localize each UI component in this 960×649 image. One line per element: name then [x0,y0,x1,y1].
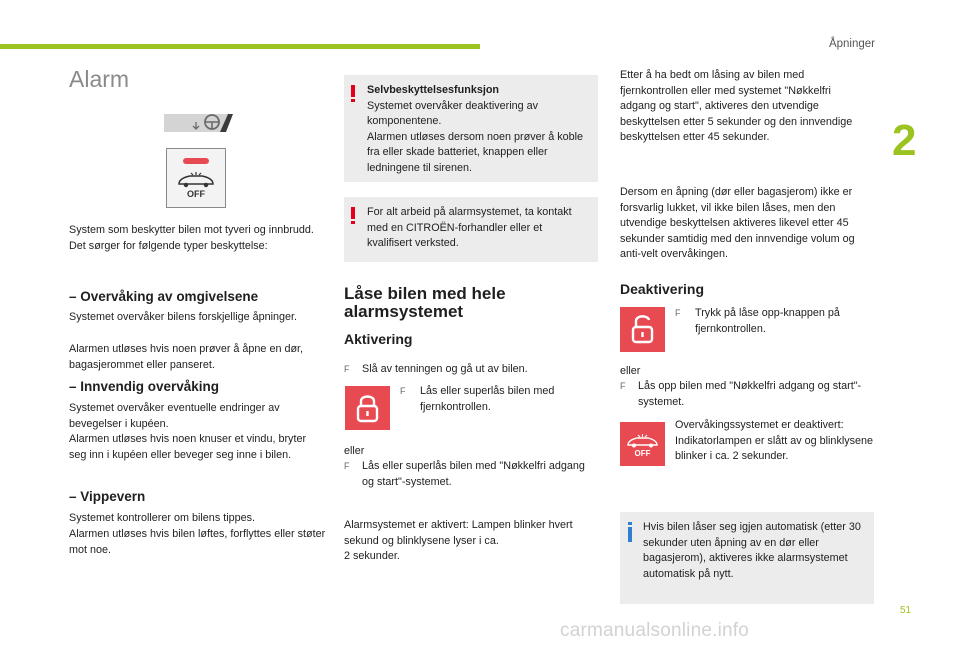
interior-heading: – Innvendig overvåking [69,379,220,394]
interior-text-1: Systemet overvåker eventuelle endringer av bevegelser i kupéen. [69,402,280,430]
watermark-text: carmanualsonline.info [560,620,750,641]
bullet-icon: F [675,308,681,318]
or-text: eller [344,445,365,457]
self-protection-warning [344,75,598,182]
indicator-lamp [183,158,209,164]
deactivation-heading: Deaktivering [620,281,705,297]
activation-step-1 [344,362,594,378]
off-label: OFF [634,449,651,458]
deactivation-step-1 [675,306,875,337]
header-accent-bar [0,44,480,49]
activation-step-3 [344,459,594,490]
bullet-icon: F [344,461,350,471]
off-label: OFF [187,189,205,199]
warning-exclamation-icon [351,207,355,224]
perimeter-text-1: Systemet overvåker bilens forskjellige åpninger. [69,311,298,323]
page-number: 51 [900,605,912,616]
deactivation-step-2-text: Lås opp bilen med "Nøkkelfri adgang og start"-systemet. [638,380,862,408]
activation-step-2 [400,384,595,415]
roof-console-illustration [160,108,235,138]
tilt-heading: – Vippevern [69,489,146,504]
perimeter-text-2: Alarmen utløses hvis noen prøver å åpne en dør, bagasjerommet eller panseret. [69,343,304,371]
activation-step-2-text: Lås eller superlås bilen med fjernkontrollen. [420,385,555,413]
chapter-number: 2 [892,116,917,165]
interior-text-2: Alarmen utløses hvis noen knuser et vindu, bryter seg inn i kupéen eller beveger seg inne i bilen. [69,433,307,461]
bullet-icon: F [400,386,406,396]
perimeter-heading: – Overvåking av omgivelsene [69,289,259,304]
bullet-icon: F [344,364,350,374]
lock-icon [345,386,390,430]
alarm-active-text: Alarmsystemet er aktivert: Lampen blinker hvert sekund og blinklysene lyser i ca. [344,519,573,547]
service-warning [344,197,598,262]
alarm-off-button-illustration [166,148,226,208]
alarm-active-duration: 2 sekunder. [344,550,400,562]
deactivation-step-1-text: Trykk på låse opp-knappen på fjernkontrollen. [695,307,840,335]
right-paragraph-2: Dersom en åpning (dør eller bagasjerom) ikke er forsvarlig lukket, vil ikke bilen låses, men den utvendige beskyttelsen aktiveres likevel etter 45 sekunder samtidig med den innvendige volum og anti-velt overvåkingen. [620,186,855,261]
unlock-icon [620,307,665,352]
warning-self-title: Selvbeskyttelsesfunksjon [367,84,500,96]
deactivated-text: Overvåkingssystemet er deaktivert: Indikatorlampen er slått av og blinklysene blinker i ca. 2 sekunder. [675,419,874,463]
activation-heading: Aktivering [344,331,413,347]
right-paragraph-1: Etter å ha bedt om låsing av bilen med fjernkontrollen eller med systemet "Nøkkelfri adgang og start", aktiveres den utvendige beskyttelsen etter 5 sekunder og den innvendige beskyttelsen etter 45 sekunder. [620,69,853,144]
roof-console-icon [160,108,235,138]
page-title: Alarm [69,66,130,92]
tilt-text-2: Alarmen utløses hvis bilen løftes, forflyttes eller støter mot noe. [69,528,326,556]
car-alarm-icon [625,433,660,449]
alarm-off-indicator-illustration [620,422,665,466]
car-alarm-icon [176,171,216,189]
info-box [620,512,874,604]
tilt-text-1: Systemet kontrollerer om bilens tippes. [69,512,256,524]
lock-section-heading: Låse bilen med hele alarmsystemet [344,284,506,321]
deactivation-step-2 [620,379,870,410]
info-icon [628,522,632,542]
activation-step-1-text: Slå av tenningen og gå ut av bilen. [362,363,528,375]
section-title: Åpninger [828,38,875,50]
warning-self-line1: Systemet overvåker deaktivering av komponentene. [367,99,539,128]
lock-button-illustration [345,386,390,430]
info-text: Hvis bilen låser seg igjen automatisk (etter 30 sekunder uten åpning av en dør eller bagasjerom), aktiveres ikke alarmsystemet automatisk på nytt. [643,521,861,580]
activation-step-3-text: Lås eller superlås bilen med "Nøkkelfri adgang og start"-systemet. [362,460,585,488]
warning-exclamation-icon [351,85,355,102]
bullet-icon: F [620,381,626,391]
or-text: eller [620,365,641,377]
unlock-button-illustration [620,307,665,352]
intro-text: System som beskytter bilen mot tyveri og innbrudd. Det sørger for følgende typer beskyttelse: [69,224,314,252]
warning-self-line2: Alarmen utløses dersom noen prøver å koble fra eller skade batteriet, knappen eller ledningene til sirenen. [367,130,584,174]
warning-service-text: For alt arbeid på alarmsystemet, ta kontakt med en CITROËN-forhandler eller et kvalifisert verksted. [367,206,572,250]
